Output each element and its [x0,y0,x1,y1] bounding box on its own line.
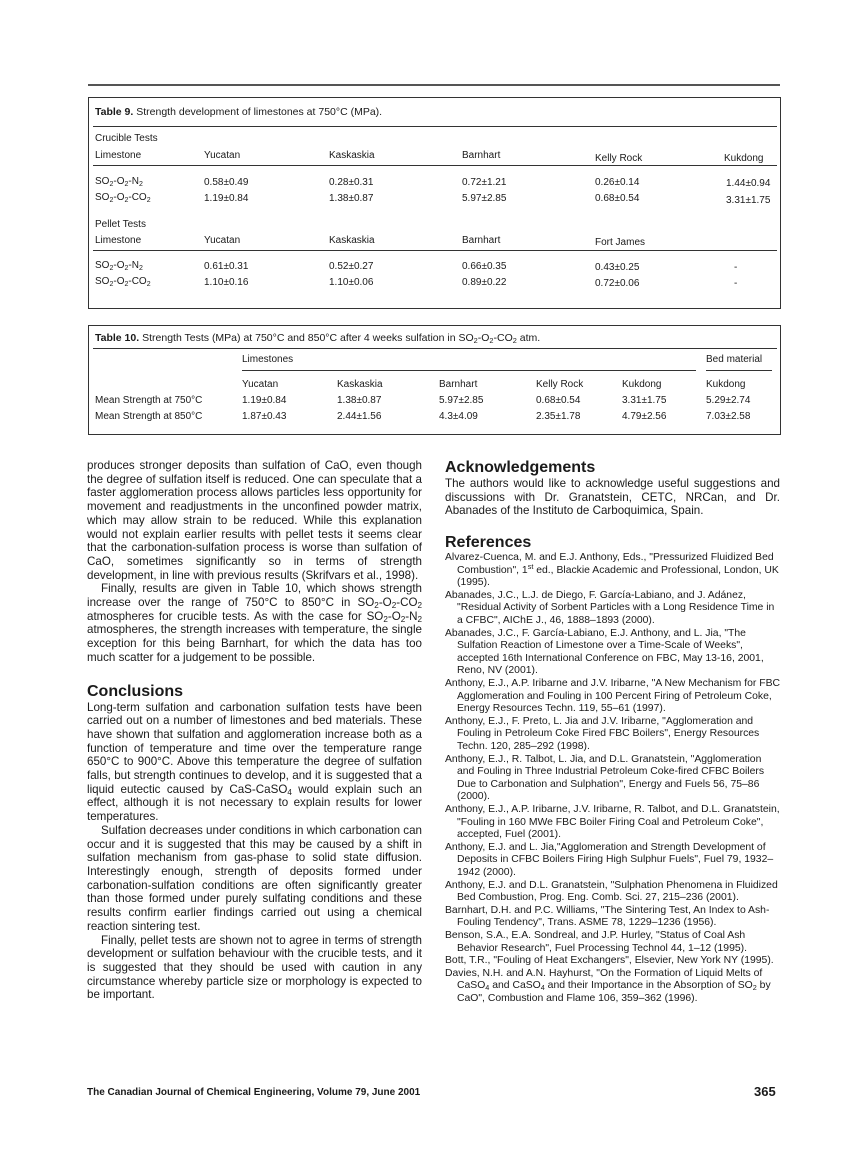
table-cell: - [734,262,738,273]
reference-item: Barnhart, D.H. and P.C. Williams, "The Sintering Test, An Index to Ash-Fouling Tendency", Trans. ASME 78, 1229–1236 (1956). [445,904,770,929]
column-header: Yucatan [204,150,241,161]
reference-item: Benson, S.A., E.A. Sondreal, and J.P. Hurley, "Status of Coal Ash Behavior Research", Fuel Processing Technol 44, 1–12 (1995). [445,929,747,954]
column-header: Yucatan [242,379,279,390]
paragraph: Long-term sulfation and carbonation sulfation tests have been carried out on a number of limestones and bed materials. These have shown that sulfation and agglomeration increase both as a function of temperature and time over the temperature range 650°C to 900°C. Above this temperature the degree of sulfation falls, but strength continues to develop, and it is suggested that a liquid eutectic caused by CaS-CaSO$_4$ would explain such an effect, although it is not necessary to explain results for lower temperatures. [87,700,422,824]
table-cell: 0.43±0.25 [595,262,640,273]
column-header: Barnhart [462,150,501,161]
table-cell: 2.44±1.56 [337,411,382,422]
paragraph: Finally, results are given in Table 10, which shows strength increase over the range of 750°C to 850°C in $SO_2-O_2-CO_2$ atmospheres for crucible tests. As with the case for $SO_2-O_2-N_2$ atmospheres, the strength increases with temperature, the single exception for this being Barnhart, for which the data has too much scatter for a judgement to be possible. [87,582,422,664]
table-cell: 0.58±0.49 [204,177,249,188]
table-cell: 5.97±2.85 [462,193,507,204]
paragraph: The authors would like to acknowledge useful suggestions and discussions with Dr. Granatstein, CETC, NRCan, and Dr. Abanades of the Instituto de Carboquimica, Spain. [445,477,780,518]
column-header: Barnhart [439,379,478,390]
table-cell: 7.03±2.58 [706,411,751,422]
table-cell: 0.89±0.22 [462,277,507,288]
column-header: Kukdong [622,379,662,390]
reference-item: Anthony, E.J., A.P. Iribarne, J.V. Iribarne, R. Talbot, and D.L. Granatstein, "Fouling in 160 MWe FBC Boiler Firing Coal and Petroleum Coke", accepted, Fuel (2001). [445,803,780,841]
top-rule [88,84,780,86]
table-cell: 1.44±0.94 [726,178,771,189]
right-column [445,459,780,1005]
column-header: Kukdong [724,153,764,164]
column-header: Fort James [595,237,646,248]
reference-item: Anthony, E.J., A.P. Iribarne and J.V. Iribarne, "A New Mechanism for FBC Agglomeration and Fouling in 100 Percent Firing of Petroleum Coke, Energy Resources Techn. 119, 55–61 (1997). [445,678,780,715]
table-cell: - [734,278,738,289]
table-9 [88,97,781,309]
table-cell: 2.35±1.78 [536,411,581,422]
table-cell: 5.97±2.85 [439,395,484,406]
references-heading: References [445,534,532,552]
reference-item: Abanades, J.C., F. García-Labiano, E.J. Anthony, and L. Jia, "The Sulfation Reaction of Limestone over a Time-Scale of Weeks", accepted 16th International Conference on FBC, May 13-16, 2001, Reno, NV (2001). [445,627,764,677]
section-title: Crucible Tests [95,133,158,144]
reference-item: Bott, T.R., "Fouling of Heat Exchangers", Elsevier, New York NY (1995). [445,955,774,967]
table-cell: 0.52±0.27 [329,261,374,272]
column-header: Kaskaskia [329,150,375,161]
table-cell: 0.61±0.31 [204,261,249,272]
column-header: Limestone [95,150,142,161]
table-cell: 1.19±0.84 [242,395,287,406]
table-cell: 0.72±1.21 [462,177,507,188]
row-label: $SO_2-O_2-N_2$ [95,260,143,272]
reference-item: Anthony, E.J., R. Talbot, L. Jia, and D.L. Granatstein, "Agglomeration and Fouling in Three Industrial Petroleum Coke-fired CFBC Boilers Due to Carbonation and Sulphation", Energy and Fuels 56, 75–86 (2000). [445,753,765,803]
column-header: Kaskaskia [337,379,383,390]
left-column [87,459,422,1002]
table-cell: 4.3±4.09 [439,411,478,422]
table-cell: 0.26±0.14 [595,177,640,188]
section-title: Pellet Tests [95,219,146,230]
table-cell: 0.68±0.54 [595,193,640,204]
table-cell: 4.79±2.56 [622,411,667,422]
reference-list [445,552,780,1005]
group-header-limestones: Limestones [242,354,294,365]
table-cell: 1.38±0.87 [337,395,382,406]
reference-item: Anthony, E.J., F. Preto, L. Jia and J.V. Iribarne, "Agglomeration and Fouling in Petroleum Coke Fired FBC Boilers", Energy Resources Techn. 120, 285–292 (1998). [445,715,760,753]
row-label: $SO_2-O_2-CO_2$ [95,276,151,288]
reference-item: Alvarez-Cuenca, M. and E.J. Anthony, Eds., "Pressurized Fluidized Bed Combustion", 1st ed., Blackie Academic and Professional, London, UK (1995). [445,552,779,589]
table-9-caption: Table 9. Strength development of limestones at 750°C (MPa). [95,106,383,118]
row-label: Mean Strength at 850°C [95,411,203,422]
column-header: Yucatan [204,235,241,246]
table-10-caption: Table 10. Strength Tests (MPa) at 750°C and 850°C after 4 weeks sulfation in $SO_2-O_2-CO_2$ atm. [95,332,541,345]
table-cell: 0.28±0.31 [329,177,374,188]
table-cell: 0.66±0.35 [462,261,507,272]
paragraph: Sulfation decreases under conditions in which carbonation can occur and it is suggested that this may be caused by a shift in sulfation mechanism from gas-phase to solid state diffusion. Interestingly enough, strength of deposits formed under carbonation-sulfation conditions are often significantly greater than those formed under purely sulfating conditions and these results confirm earlier findings carried out using a chemical reaction sintering test. [87,823,422,933]
table-10 [88,325,781,435]
acknowledgements-heading: Acknowledgements [445,459,596,476]
column-header: Kukdong [706,379,746,390]
paragraph: produces stronger deposits than sulfation of CaO, even though the degree of sulfation itself is reduced. One can speculate that a faster agglomeration process allows particles less opportunity for movement and readjustments in the unconfined powder matrix, which may allow strain to be reduced. While this explanation would not explain earlier results with pellet tests it seems clear that the carbonation-sulfation process is worse than sulfation of CaO, sometimes significantly so in terms of strength development, in line with previous results (Skrifvars et al., 1998). [87,459,422,582]
column-header: Kelly Rock [595,153,643,164]
table-cell: 0.72±0.06 [595,278,640,289]
reference-item: Anthony, E.J. and D.L. Granatstein, "Sulphation Phenomena in Fluidized Bed Combustion, Prog. Eng. Comb. Sci. 27, 215–236 (2001). [445,879,778,904]
column-header: Barnhart [462,235,501,246]
column-header: Kelly Rock [536,379,584,390]
journal-footer: The Canadian Journal of Chemical Engineering, Volume 79, June 2001 [87,1087,421,1098]
row-label: Mean Strength at 750°C [95,395,203,406]
column-header: Limestone [95,235,142,246]
table-cell: 1.38±0.87 [329,193,374,204]
table-cell: 1.19±0.84 [204,193,249,204]
table-cell: 3.31±1.75 [726,195,771,206]
page-number: 365 [754,1084,776,1099]
table-cell: 1.10±0.06 [329,277,374,288]
table-cell: 1.87±0.43 [242,411,287,422]
table-cell: 3.31±1.75 [622,395,667,406]
table-cell: 0.68±0.54 [536,395,581,406]
reference-item: Anthony, E.J. and L. Jia,"Agglomeration and Strength Development of Deposits in CFBC Boilers Firing High Sulphur Fuels", Fuel 79, 1932–1942 (2000). [445,841,774,878]
row-label: $SO_2-O_2-N_2$ [95,176,143,188]
reference-item: Abanades, J.C., L.J. de Diego, F. García-Labiano, and J. Adánez, "Residual Activity of Sorbent Particles with a Long Residence Time in a CFBC", AIChE J., 46, 1888–1893 (2000). [445,589,775,627]
table-cell: 5.29±2.74 [706,395,751,406]
table-cell: 1.10±0.16 [204,277,249,288]
reference-item: Davies, N.H. and A.N. Hayhurst, "On the Formation of Liquid Melts of CaSO$_4$ and CaSO$_4$ and their Importance in the Absorption of $SO_2$ by CaO", Combustion and Flame 106, 359–362 (1996). [445,967,771,1004]
row-label: $SO_2-O_2-CO_2$ [95,192,151,204]
paragraph: Finally, pellet tests are shown not to agree in terms of strength development or sulfation behaviour with the crucible tests, and it is suggested that they should be used with caution in any circumstance whereby particle size or morphology is expected to be important. [87,933,422,1002]
conclusions-heading: Conclusions [87,682,184,700]
column-header: Kaskaskia [329,235,375,246]
group-header-bed-material: Bed material [706,354,763,365]
